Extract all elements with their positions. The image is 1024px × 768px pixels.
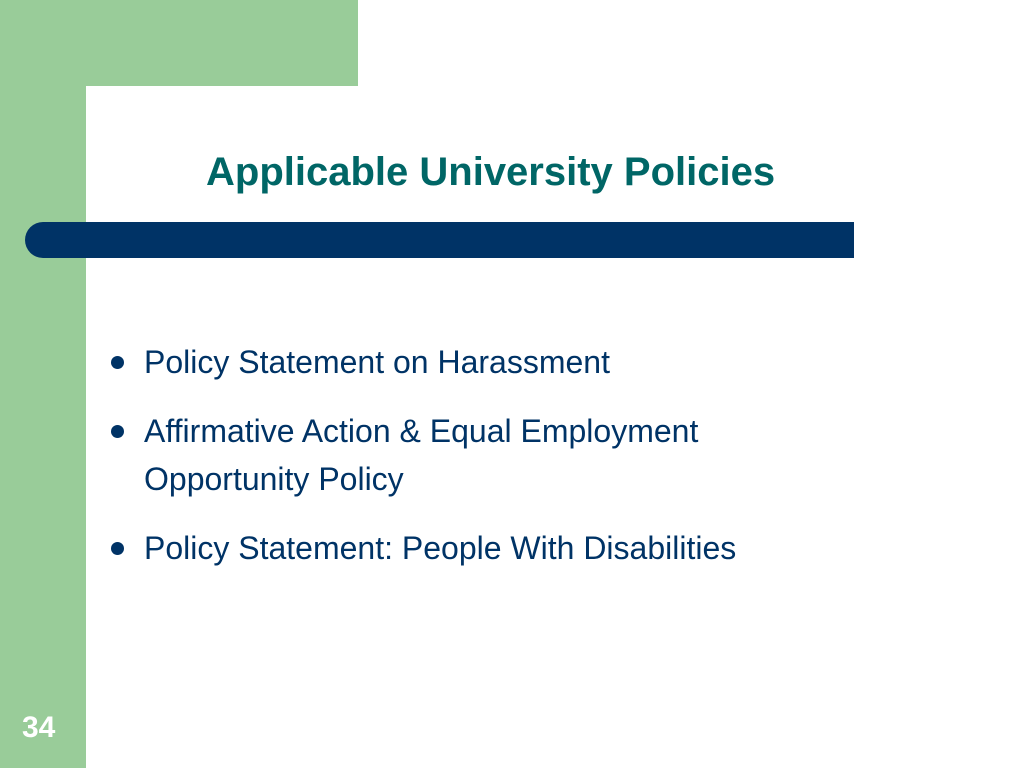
bullet-icon xyxy=(111,356,124,369)
title-underline-bar xyxy=(25,222,854,258)
bullet-item xyxy=(100,407,960,503)
bullet-item xyxy=(100,524,960,572)
page-number: 34 xyxy=(22,711,56,744)
bullet-text-continued: Opportunity Policy xyxy=(144,461,404,497)
top-green-band xyxy=(0,0,358,86)
slide-title: Applicable University Policies xyxy=(206,150,776,194)
bullet-text: Policy Statement on Harassment xyxy=(144,344,610,380)
bullet-text: Policy Statement: People With Disabilities xyxy=(144,530,737,566)
bullet-icon xyxy=(111,425,124,438)
bullet-icon xyxy=(111,542,124,555)
left-green-band xyxy=(0,0,86,768)
bullet-list xyxy=(100,338,960,593)
band-inner-corner xyxy=(86,86,146,146)
bullet-text: Affirmative Action & Equal Employment xyxy=(144,413,699,449)
bullet-item xyxy=(100,338,960,386)
